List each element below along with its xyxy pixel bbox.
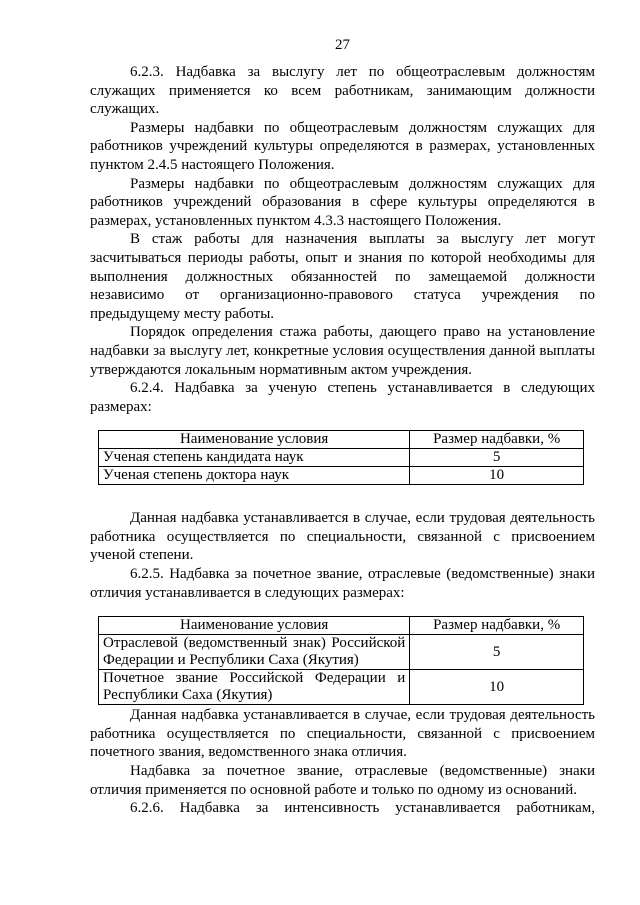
page-number: 27 [335, 37, 350, 53]
table-cell: 5 [410, 449, 584, 467]
table-row [99, 635, 584, 670]
table-header-row [99, 431, 584, 449]
table-cell: 10 [410, 467, 584, 485]
paragraph: Данная надбавка устанавливается в случае, если трудовая деятельность работника осуществляется по специальности, связанной с присвоением ученой степени. [90, 510, 595, 564]
paragraph: Надбавка за почетное звание, отраслевые (ведомственные) знаки отличия применяется по основной работе и только по одному из оснований. [90, 763, 595, 798]
table-cell: Отраслевой (ведомственный знак) Российской Федерации и Республики Саха (Якутия) [99, 635, 410, 670]
table-cell: Ученая степень кандидата наук [99, 449, 410, 467]
document-body [90, 63, 595, 818]
table-header-cell: Наименование условия [99, 431, 410, 449]
paragraph: 6.2.4. Надбавка за ученую степень устанавливается в следующих размерах: [90, 380, 595, 415]
paragraph: Размеры надбавки по общеотраслевым должностям служащих для работников учреждений культуры определяются в размерах, установленных пунктом 2.4.5 настоящего Положения. [90, 119, 595, 173]
table-header-row [99, 617, 584, 635]
paragraph: В стаж работы для назначения выплаты за выслугу лет могут засчитываться периоды работы, опыт и знания по которой необходимы для выполнения должностных обязанностей по замещаемой должности независимо от организационно-правового статуса учреждения по предыдущему месту работы. [90, 231, 595, 322]
paragraph: 6.2.6. Надбавка за интенсивность устанавливается работникам, [130, 800, 595, 817]
academic-degree-table [98, 430, 584, 485]
table-cell: 10 [410, 670, 584, 705]
table-header-cell: Размер надбавки, % [410, 617, 584, 635]
paragraph: Порядок определения стажа работы, дающего право на установление надбавки за выслугу лет, конкретные условия осуществления данной выплаты утверждаются локальным нормативным актом учреждения. [90, 324, 595, 378]
table-header-cell: Размер надбавки, % [410, 431, 584, 449]
table-row [99, 449, 584, 467]
table-cell: Ученая степень доктора наук [99, 467, 410, 485]
table-header-cell: Наименование условия [99, 617, 410, 635]
table-cell: Почетное звание Российской Федерации и Республики Саха (Якутия) [99, 670, 410, 705]
paragraph: 6.2.3. Надбавка за выслугу лет по общеотраслевым должностям служащих применяется ко всем работникам, занимающим должности служащих. [90, 64, 595, 118]
paragraph: Данная надбавка устанавливается в случае, если трудовая деятельность работника осуществляется по специальности, связанной с присвоением почетного звания, ведомственного знака отличия. [90, 707, 595, 761]
paragraph: Размеры надбавки по общеотраслевым должностям служащих для работников учреждений образования в сфере культуры определяются в размерах, установленных пунктом 4.3.3 настоящего Положения. [90, 175, 595, 229]
table-row [99, 670, 584, 705]
table-cell: 5 [410, 635, 584, 670]
table-row [99, 467, 584, 485]
paragraph: 6.2.5. Надбавка за почетное звание, отраслевые (ведомственные) знаки отличия устанавливается в следующих размерах: [90, 566, 595, 601]
honorary-title-table [98, 616, 584, 705]
